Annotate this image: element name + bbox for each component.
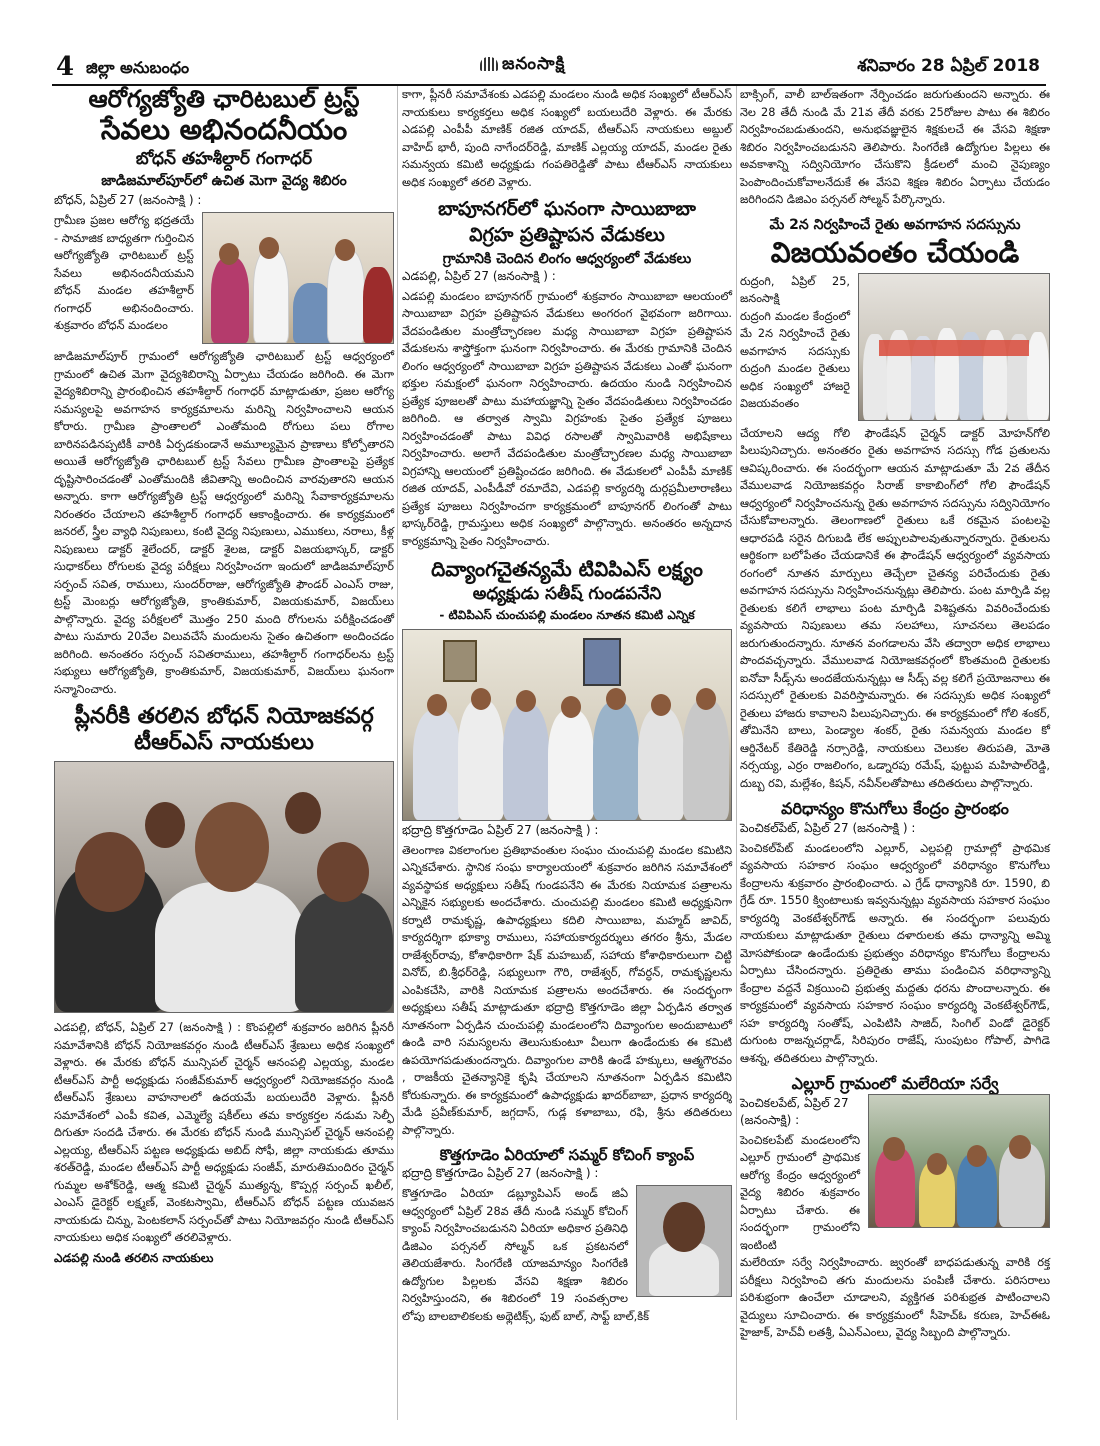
headline: విగ్రహ ప్రతిష్టాపన వేడుకలు bbox=[469, 223, 665, 246]
headline: వరిధాన్యం కొనుగోలు కేంద్రం ప్రారంభం bbox=[781, 799, 1009, 819]
headline: ఆరోగ్యజ్యోతి ఛారిటబుల్ ట్రస్ట్ bbox=[88, 85, 360, 113]
article-body: చేయాలని ఆద్య గోలి ఫౌండేషన్ చైర్మన్ డాక్టర్ మోహన్‌గోలి పిలుపునిచ్చారు. అనంతరం రైతు అవగాహన సదస్సు గోడ ప్రతులను ఆవిష్కరించారు. ఈ సందర్భంగా ఆయన మాట్లాడుతూ మే 2వ తేదీన వేములవాడ నియోజకవర్గం సిరాజ్ కాకాబింగ్‌లో గోలి ఫౌండేషన్ ఆధ్వర్యంలో నిర్వహించనున్న రైతు అవగాహన సదస్సును సద్వినియోగం చేసుకోవాలన్నారు. తెలంగాణలో రైతులు ఒకే రకమైన పంటలపై ఆధారపడి సరైన దిగుబడి లేక అప్పులపాలవుతున్నారన్నారు. రైతులను ఆర్థికంగా బలోపేతం చేయడానికే ఈ ఫౌండేషన్ ఆధ్వర్యంలో వ్యవసాయ రంగంలో నూతన మార్పులు తెచ్చేలా చైతన్య పరిచేందుకు రైతు అవగాహన సదస్సును నిర్వహించనున్నట్లు తెలిపారు. పంట మార్పిడి వల్ల రైతులకు కలిగే లాభాలు పంట మార్పిడి విశిష్టతను వివరించేందుకు వ్యవసాయ నిపుణులు తమ సలహాలు, సూచనలు తెలపడం జరుగుతుందన్నారు. నూతన వంగడాలను వేసి తద్వారా అధిక లాభాలు పొందవచ్చన్నారు. వేములవాడ నియోజకవర్గంలో కొంతమంది రైతులకు ఐనోవా సీడ్స్‌ను అందజేయనున్నట్లు ఆ సీడ్స్ వల్ల కలిగే ప్రయోజనాలు ఈ సదస్సులో రైతులకు వివరిస్తామన్నారు. ఈ సదస్సుకు అధిక సంఖ్యలో రైతులు హాజరు కావాలని పిలుపునిచ్చారు. ఈ కార్యక్రమంలో గోలి శంకర్, తోమినేని బాలు, పెండ్యాల శంకర్, రైతు సమన్వయ మండల కో ఆర్డినేటర్ కేతిరెడ్డి నర్సారెడ్డి, నాయకులు చెలుకల తిరుపతి, మోతె నర్సయ్య, ఎర్రం రాజలింగం, ఒడ్నారపు రమేష్, ఫుట్టుప మహిపాల్‌రెడ్డి, దుబ్బ రవి, మల్లేశం, కిషన్, నవీన్‌లతోపాటు తదితరులు పాల్గొన్నారు. bbox=[740, 426, 1050, 790]
subheadline: జాడిజమాల్‌పూర్‌లో ఉచిత మెగా వైద్య శిబిరం bbox=[101, 173, 347, 190]
column-rule bbox=[397, 86, 398, 1420]
article-body: బాక్సింగ్, వాలీ బాల్‌ఇతంగా నేర్పించడం జరుగుతుందని అన్నారు. ఈ నెల 28 తేదీ నుండి మే 21వ తేదీ వరకు 25రోజుల పాటు ఈ శిబిరం నిర్వహించబడుతుందని, అనుభవజ్ఞులైన శిక్షకులచే ఈ వేసవి శిక్షణా శిబిరం నిర్వహించబడునని తెలిపారు. సింగరేణి ఉద్యోగుల పిల్లలు ఈ అవకాశాన్ని సద్వినియోగం చేసుకొని క్రీడలలో మంచి నైపుణ్యం పెంపొందించుకోవాలనేదుకే ఈ వేసవి శిక్షణ శిబిరం ఏర్పాటు చేయడం జరిగిందని డిజిఎం పర్సనల్ సోల్మన్ పేర్కొన్నారు. bbox=[740, 88, 1050, 206]
headline: విజయవంతం చేయండి bbox=[770, 235, 1020, 269]
portrait-frame bbox=[583, 638, 621, 686]
poster-banner bbox=[879, 340, 1029, 356]
article-summer-camp bbox=[402, 1147, 732, 1325]
article-body: రుద్రంగి మండల కేంద్రంలో మే 2న నిర్వహించే రైతు అవగాహన సదస్సుకు రుద్రంగి మండల రైతులు అధిక సంఖ్యలో హాజరై విజయవంతం bbox=[740, 309, 850, 411]
committee-photo bbox=[402, 629, 732, 821]
newspaper-logo bbox=[480, 54, 565, 78]
photo-caption: ఎడపల్లి నుండి తరలిన నాయకులు bbox=[54, 1250, 214, 1265]
article-body: గ్రామీణ ప్రజల ఆరోగ్య భద్రతయే - సామాజిక బాధ్యతగా గుర్తించిన ఆరోగ్యజ్యోతి ఛారిటబుల్ ట్రస్ట్ సేవలు అభినందనీయమని బోధన్ మండల తహశీల్దార్ గంగాధర్ అభినందించారు. శుక్రవారం బోధన్ మండలం bbox=[54, 214, 194, 333]
headline: దివ్యాంగచైతన్యమే టివిపిఎస్ లక్ష్యం bbox=[431, 557, 703, 582]
article-arogyajyothi bbox=[54, 86, 394, 698]
column-middle bbox=[402, 86, 732, 1325]
article-body: ఎడపల్లి మండలం బాపూనగర్ గ్రామంలో శుక్రవారం సాయిబాబా ఆలయంలో సాయిబాబా విగ్రహ ప్రతిష్టాపన వేడుకలు అంగరంగ వైభవంగా జరిగాయి. వేదపండితుల మంత్రోచ్ఛారణల మధ్య సాయిబాబా విగ్రహ ప్రతిష్టాపన వేడుకలను శాస్త్రోక్తంగా ఘనంగా నిర్వహించారు. ఈ మేరకు గ్రామానికి చెందిన లింగం ఆధ్వర్యంలో సాయిబాబా విగ్రహ ప్రతిష్టాపన వేడుకలు ఎంతో ఘనంగా భక్తుల సమక్షంలో ఘనంగా నిర్వహించారు. ఉదయం నుండి నిర్వహించిన ప్రత్యేక పూజలతో పాటు మహాయజ్ఞాన్ని సైతం వేదపండితులు నిర్వహించడం జరిగింది. ఆ తర్వాత స్వామి విగ్రహంకు సైతం ప్రత్యేక పూజలు నిర్వహించడంతో పాటు వివిధ రసాలతో స్వామివారికి అభిషేకాలు నిర్వహించారు. అలాగే వేదపండితుల మంత్రోచ్ఛారణల మధ్య సాయిబాబా విగ్రహాన్ని ఆలయంలో ప్రతిష్టించడం జరిగింది. ఈ వేడుకలలో ఎంపీపీ మాణిక్ రజిత యాదవ్, ఎంపీడీవో రమాదేవి, ఎడపల్లి కార్యదర్శి దుర్గప్రమీలారాణిలు ప్రత్యేక పూజలు నిర్వహించగా కార్యక్రమంలో బాపూనగర్ లింగంతో పాటు భాస్కర్‌రెడ్డి, గ్రామస్తులు అధిక సంఖ్యలో పాల్గొన్నారు. అనంతరం అన్నదాన కార్యక్రమాన్ని సైతం నిర్వహించారు. bbox=[402, 289, 732, 548]
headline: టీఆర్ఎస్ నాయకులు bbox=[134, 729, 314, 755]
malaria-camp-photo bbox=[868, 1094, 1050, 1228]
section-name: జిల్లా అనుబంధం bbox=[86, 58, 190, 77]
dateline: పెంచికలపేట్, ఏప్రిల్ 27 (జనంసాక్షి) : bbox=[740, 1095, 849, 1127]
medical-camp-photo bbox=[202, 212, 394, 344]
column-left bbox=[54, 86, 394, 1280]
subheadline: బోధన్ తహశీల్దార్ గంగాధర్ bbox=[135, 148, 313, 169]
headline: కొత్తగూడెం ఏరియాలో సమ్మర్ కోచింగ్ క్యాంప్ bbox=[439, 1146, 695, 1165]
article-malaria-survey bbox=[740, 1075, 1050, 1341]
kicker: మే 2న నిర్వహించే రైతు అవగాహన సదస్సును bbox=[769, 216, 1021, 233]
article-body: ఎడపల్లి, బోధన్, ఏప్రిల్ 27 (జనంసాక్షి ) : కొంపల్లిలో శుక్రవారం జరిగిన ప్లీనరీ సమావేశానికి బోధన్ నియోజకవర్గం నుండి టీఆర్ఎస్ శ్రేణులు అధిక సంఖ్యలో వెళ్లారు. ఈ మేరకు బోధన్ మున్సిపల్ చైర్మన్ ఆనంపల్లి ఎల్లయ్య, మండల టీఆర్ఎస్ పార్టీ అధ్యక్షుడు సంజీవ్‌కుమార్ ఆధ్వర్యంలో నియోజకవర్గం నుండి టీఆర్ఎస్ శ్రేణులు వాహనాలలో ఉదయమే బయలుదేరి వెళ్లారు. ప్లీనరీ సమావేశంలో ఎంపీ కవిత, ఎమ్మెల్యే షకీల్‌లు తమ కార్యకర్తల నడుమ సెల్ఫీ దిగుతూ సందడి చేశారు. ఈ మేరకు బోధన్ నుండి మున్సిపల్ చైర్మన్ ఆనంపల్లి ఎల్లయ్య, టీఆర్ఎస్ పట్టణ అధ్యక్షుడు అబిద్ సోఫీ, జిల్లా నాయకుడు తూము శరత్‌రెడ్డి, మండల టీఆర్ఎస్ పార్టీ అధ్యక్షుడు సంజీవ్, మారుతిమందిరం చైర్మన్ గుమ్మల అశోక్‌రెడ్డి, ఆత్మ కమిటి చైర్మన్ ముత్యన్న, కొప్పర్గ సర్పంచ్ ఖలీల్, ఎంఎస్ డైరెక్టర్ లక్ష్మణ్, వెంకటస్వామి, టీఆర్ఎస్ బోధన్ పట్టణ యువజన నాయకుడు చిన్ను, పెంటకలాన్ సర్పంచ్‌తో పాటు నియోజవర్గం నుండి టీఆర్ఎస్ నాయకులు అధిక సంఖ్యలో తరలివెళ్లారు. bbox=[54, 1021, 394, 1245]
article-plenary bbox=[54, 704, 394, 1267]
headline: ఎల్లూర్ గ్రామంలో మలేరియా సర్వే bbox=[791, 1074, 999, 1094]
column-right bbox=[740, 86, 1050, 1342]
masthead bbox=[52, 50, 1046, 86]
article-farmers-seminar bbox=[740, 217, 1050, 793]
logo-icon bbox=[480, 57, 498, 71]
subheadline: అధ్యక్షుడు సతీష్ గుండపనేని bbox=[472, 584, 662, 605]
column-rule bbox=[736, 86, 737, 1420]
article-body: కొత్తగూడెం ఏరియా డబ్ల్యూపిఎస్ అండ్ జిఏ ఆధ్వర్యంలో ఏప్రిల్ 28వ తేదీ నుండి సమ్మర్ కోచింగ్ క్యాంప్ నిర్వహించబడునని ఏరియా అధికార ప్రతినిధి డిజిఎం పర్సనల్ సోల్మన్ ఒక ప్రకటనలో తెలియజేశారు. సింగరేణి యాజమాన్యం సింగరేణి ఉద్యోగుల పిల్లలకు వేసవి శిక్షణా శిబిరం నిర్వహిస్తుందని, ఈ శిబిరంలో 19 సంవత్సరాల లోపు బాలబాలికలకు అథ్లెటిక్స్, ఫుట్ బాల్, సాఫ్ట్ బాల్,కిక్ bbox=[402, 1187, 650, 1323]
article-paddy-centre bbox=[740, 800, 1050, 1067]
poster-launch-photo bbox=[858, 273, 1050, 421]
page-number: 4 bbox=[56, 52, 75, 82]
article-tvps bbox=[402, 558, 732, 1139]
dateline: రుద్రంగి, ఏప్రిల్ 25, జనంసాక్షి bbox=[740, 274, 850, 306]
official-portrait-photo bbox=[636, 1185, 732, 1297]
dateline: పెంచికల్‌పేట్, ఏప్రిల్ 27 (జనంసాక్షి ) : bbox=[740, 820, 916, 835]
article-body: తెలంగాణ వికలాంగుల ప్రతిభావంతుల సంఘం చుంచుపల్లి మండల కమిటిని ఎన్నికచేశారు. స్థానిక సంఘ కార్యాలయంలో శుక్రవారం జరిగిన సమావేశంలో వ్యవస్థాపక అధ్యక్షులు సతీష్ గుండపనేని ఈ మేరకు నియామక పత్రాలను ఎన్నికైన సభ్యులకు అందచేశారు. చుంచుపల్లి మండలం కమిటి అధ్యక్షునిగా కర్నాటి రామకృష్ణ, ఉపాధ్యక్షులు కదిలి సాయిబాబ, మహ్మద్ జావిద్, కార్యదర్శిగా భూక్యా రాములు, సహాయకార్యదర్శులు తగరం శ్రీను, మేడల రాజేశ్వర్‌రావు, కోశాధికారిగా షేక్ మహబుబ్, సహాయ కోశాధికారులుగా చిట్టి వినోద్, బి.శ్రీధర్‌రెడ్డి, సభ్యులుగా గౌరి, రాజేశ్వర్, గోవర్ధన్, రామకృష్ణలను ఎంపికచేసి, వారికి నియామక పత్రాలను అందచేశారు. ఈ సందర్భంగా అధ్యక్షులు సతీష్ మాట్లాడుతూ భద్రాద్రి కొత్తగూడెం జిల్లా ఏర్పడిన తర్వాత నూతనంగా ఏర్పడిన చుంచుపల్లి మండలంలోని దివ్యాంగుల అందుబాటులో ఉండి వారి సమస్యలను తెలుసుకుంటూ వీలుగా ఉండేందుకు ఈ కమిటి ఉపయోగపడుతుందన్నారు. దివ్యాంగుల వారికి ఉండే హక్కులు, ఆత్మగౌరవం , రాజకీయ చైతన్యానికై కృషి చేయాలని నూతనంగా ఏర్పడిన కమిటిని కోరుకున్నారు. ఈ కార్యక్రమంలో ఉపాధ్యక్షుడు ఖాదర్‌బాబా, ప్రధాన కార్యదర్శి మేడి ప్రవీణ్‌కుమార్, జగ్గదాస్, గుడ్ల కళాబాబు, రఫి, శ్రీను తదితరులు పాల్గొన్నారు. bbox=[402, 843, 732, 1137]
dateline: భద్రాద్రి కొత్తగూడెం ఏప్రిల్ 27 (జనంసాక్షి ) : bbox=[402, 1166, 599, 1181]
selfie-photo bbox=[54, 761, 394, 1013]
portrait-frame bbox=[443, 640, 477, 682]
headline: సేవలు అభినందనీయం bbox=[100, 112, 348, 146]
article-body: జాడిజమాల్‌పూర్ గ్రామంలో ఆరోగ్యజ్యోతి ఛారిటబుల్ ట్రస్ట్ ఆధ్వర్యంలో గ్రామంలో ఉచిత మెగా వైద్యశిబిరాన్ని ఏర్పాటు చేయడం జరిగింది. ఈ మెగా వైద్యశిబిరాన్ని ప్రారంభించిన తహశీల్దార్ గంగాధర్ మాట్లాడుతూ, ప్రజల ఆరోగ్య సమస్యలపై అవగాహన కార్యక్రమాలను మరిన్ని నిర్వహించాలని ఆయన కోరారు. గ్రామీణ ప్రాంతాలలో ఎంతోమంది రోగులు పలు రోగాల బారినపడినప్పటికీ వారికి ఏర్పడకుండానే అమూల్యమైన ప్రాణాలు కోల్పోతారని అయితే ఆరోగ్యజ్యోతి ఛారిటబుల్ ట్రస్ట్ సేవలు గ్రామీణ ప్రాంతాలపై ప్రత్యేక దృష్టిసారించడంతో ఎంతోమందికి జీవితాన్ని అందించిన వారవుతారని ఆయన అన్నారు. కాగా ఆరోగ్యజ్యోతి ట్రస్ట్ ఆధ్వర్యంలో మరిన్ని సేవాకార్యక్రమాలను నిరంతరం చేయాలని తహశీల్దార్ గంగాధర్ ఆకాంక్షించారు. ఈ కార్యక్రమంలో జనరల్, స్త్రీల వ్యాధి నిపుణులు, కంటి వైద్య నిపుణులు, ఎముకలు, నరాలు, కీళ్ల నిపుణులు డాక్టర్ శైలేందర్, డాక్టర్ శైలజ, డాక్టర్ విజయభాస్కర్, డాక్టర్ సుధాకర్‌లు రోగులకు వైద్య పరీక్షలు నిర్వహించగా ఇందులో జాడిజమాల్‌పూర్ సర్పంచ్ సవిత, రాములు, సుందర్‌రాజు, ఆరోగ్యజ్యోతి ఫౌండర్ ఎంఎస్ రాజు, ట్రస్ట్ మెంబర్లు ఆరోగ్యజ్యోతి, క్రాంతికుమార్, విజయకుమార్, విజయ్‌లు పాల్గొన్నారు. వైద్య పరీక్షలలో మొత్తం 250 మంది రోగులను పరీక్షించడంతో పాటు సుమారు 20వేల విలువచేసే మందులను సైతం ఉచితంగా అందించడం జరిగింది. అనంతరం సర్పంచ్ సవితరాములు, తహశీల్దార్ గంగాధర్‌లను ట్రస్ట్ సభ్యులు ఆరోగ్యజ్యోతి, క్రాంతికుమార్, విజయకుమార్, విజయ్‌లు ఘనంగా సన్మానించారు. bbox=[54, 350, 394, 696]
kicker: - టివిపిఎస్ చుంచుపల్లి మండలం నూతన కమిటి ఎన్నిక bbox=[439, 607, 695, 622]
article-body: కాగా, ప్లీనరీ సమావేశంకు ఎడపల్లి మండలం నుండి అధిక సంఖ్యలో టీఆర్ఎస్ నాయకులు కార్యకర్తలు అధిక సంఖ్యలో బయలుదేరి వెళ్లారు. ఈ మేరకు ఎడపల్లి ఎంపీపీ మాణిక్ రజిత యాదవ్, టీఆర్ఎస్ నాయకులు అబ్దుల్ వాహిద్ భారీ, పుంది నాగేందర్‌రెడ్డి, మాణిక్ ఎల్లయ్య యాదవ్, మండల రైతు సమన్వయ కమిటి అధ్యక్షుడు గంపతిరెడ్డితో పాటు టీఆర్ఎస్ నాయకులు అధిక సంఖ్యలో తరలి వెళ్లారు. bbox=[402, 88, 732, 189]
headline: బాపూనగర్‌లో ఘనంగా సాయిబాబా bbox=[438, 198, 696, 220]
subheadline: గ్రామానికి చెందిన లింగం ఆధ్వర్యంలో వేడుకలు bbox=[442, 250, 692, 267]
headline: ప్లీనరీకి తరలిన బోధన్ నియోజకవర్గ bbox=[74, 704, 374, 730]
dateline: భద్రాద్రి కొత్తగూడెం ఏప్రిల్ 27 (జనంసాక్షి ) : bbox=[402, 822, 599, 837]
article-body: పెంచికల్‌పేట్ మండలంలోని ఎల్లూర్, ఎల్లపల్లి గ్రామాల్లో ప్రాథమిక వ్యవసాయ సహకార సంఘం ఆధ్వర్యంలో వరిధాన్యం కొనుగోలు కేంద్రాలను శుక్రవారం ప్రారంభించారు. ఎ గ్రేడ్ ధాన్యానికి రూ. 1590, బి గ్రేడ్ రూ. 1550 క్వింటాలుకు ఇవ్వనున్నట్లు వ్యవసాయ సహకార సంఘం కార్యదర్శి వెంకటేశ్వర్‌గౌడ్ అన్నారు. ఈ సందర్భంగా పలువురు నాయకులు మాట్లాడుతూ రైతులు దళారులకు తమ ధాన్యాన్ని అమ్మి మోసపోకుండా ఉండేందుకు ప్రభుత్వం వరిధాన్యం కొనుగోలు కేంద్రాలను ఏర్పాటు చేసిందన్నారు. ప్రతిరైతు తాము పండించిన వరిధాన్యాన్ని కేంద్రాల వద్దనే విక్రయించి ప్రభుత్వ మద్దతు ధరను పొందాలన్నారు. ఈ కార్యక్రమంలో వ్యవసాయ సహకార సంఘం కార్యదర్శి వెంకటేశ్వర్‌గౌడ్, సహ కార్యదర్శి సంతోష్, ఎంపిటిసి సాజిద్, సింగిల్ విండో డైరెక్టర్ దుగుంట రాజన్నచర్లాడ్, సిరిపురం రాజేష్, సుంపుటం గోపాల్, పాగిడె ఆశన్న, తదితరులు పాల్గొన్నారు. bbox=[740, 841, 1050, 1065]
article-body: పెంచికలపేట్ మండలంలోని ఎల్లూర్ గ్రామంలో ప్రాథమిక ఆరోగ్య కేంద్రం ఆధ్వర్యంలో వైద్య శిబిరం శుక్రవారం ఏర్పాటు చేశారు. ఈ సందర్భంగా గ్రామంలోని ఇంటింటి bbox=[740, 1133, 860, 1252]
dateline: బోధన్, ఏప్రిల్ 27 (జనంసాక్షి ) : bbox=[54, 193, 202, 208]
dateline: ఎడపల్లి, ఏప్రిల్ 27 (జనంసాక్షి ) : bbox=[402, 268, 556, 283]
article-body: మలేరియా సర్వే నిర్వహించారు. జ్వరంతో బాధపడుతున్న వారికి రక్త పరీక్షలు నిర్వహించి తగు మందులను పంపిణీ చేశారు. పరిసరాలు పరిశుభ్రంగా ఉంచేలా చూడాలని, వ్యక్తిగత పరిశుభ్రత పాటించాలని వైద్యులు సూచించారు. ఈ కార్యక్రమంలో సీహెచ్ఓ కరుణ, హెచ్ఈఓ హైజాక్, హెచ్‌వీ లతశ్రీ, ఏఎన్ఎంలు, వైద్య సిబ్బంది పాల్గొన్నారు. bbox=[740, 1256, 1050, 1340]
logo-text: జనంసాక్షి bbox=[502, 54, 566, 74]
article-saibaba bbox=[402, 199, 732, 550]
issue-date: శనివారం 28 ఏప్రిల్ 2018 bbox=[857, 56, 1040, 76]
